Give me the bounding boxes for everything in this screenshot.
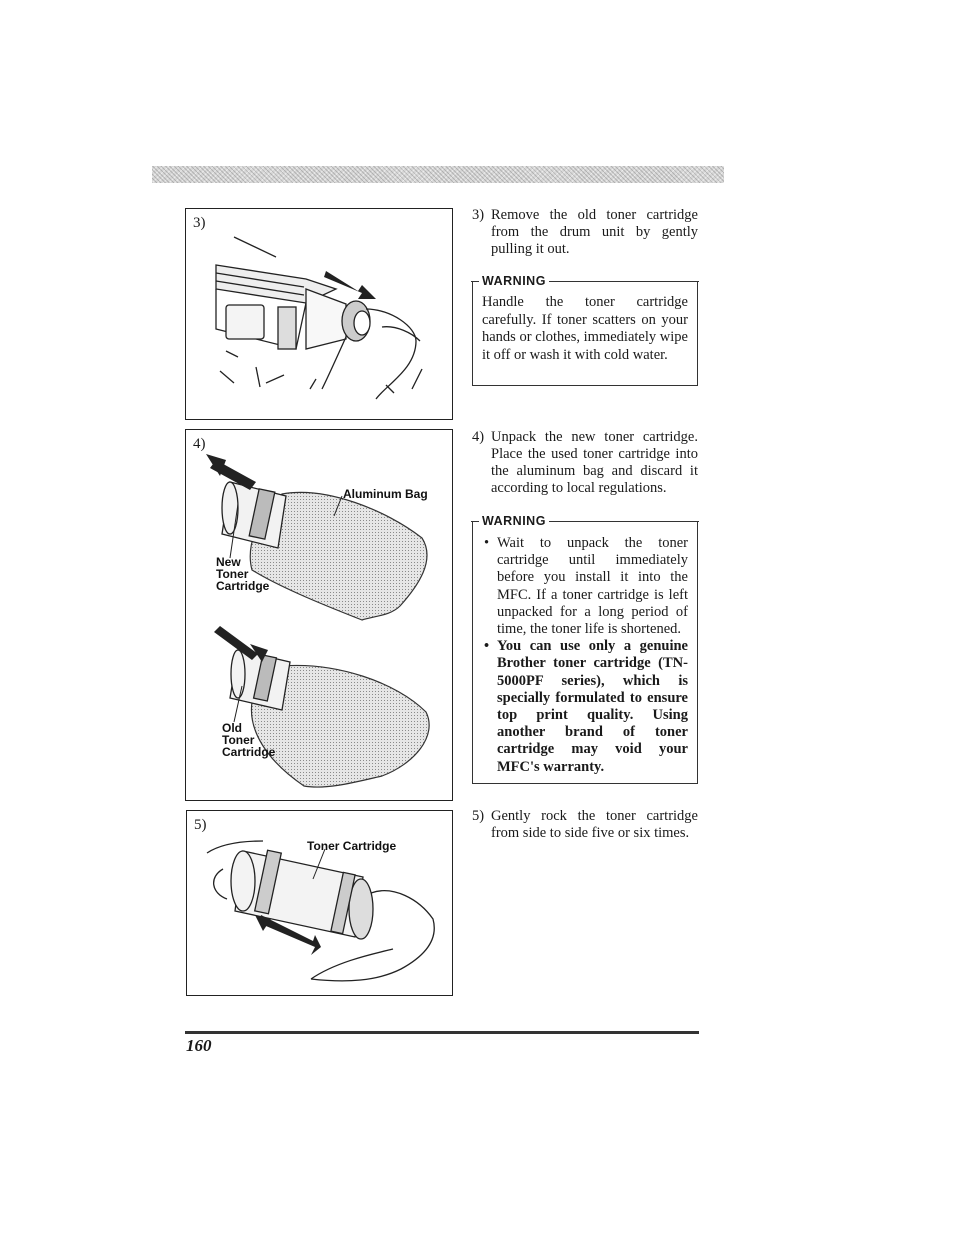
step-3-text: Remove the old toner cartridge from the drum unit by gently pulling it out.	[491, 207, 698, 257]
header-band	[152, 166, 724, 183]
step-5-text: Gently rock the toner cartridge from side to side five or six times.	[491, 808, 698, 841]
callout-new-toner-cartridge: New Toner Cartridge	[216, 555, 270, 593]
figure-5-rock-cartridge	[186, 810, 453, 996]
step-3	[472, 207, 698, 258]
drum-unit-illustration	[186, 209, 454, 421]
callout-old-toner-cartridge: Old Toner Cartridge	[222, 721, 276, 759]
warning-box-1	[472, 274, 698, 386]
figure-4-number: 4)	[193, 436, 206, 452]
warning-2-header	[471, 514, 699, 528]
warning-2-label: WARNING	[479, 514, 549, 528]
callout-toner-cartridge: Toner Cartridge	[307, 839, 397, 853]
warning-2-body	[473, 522, 697, 782]
step-5	[472, 808, 698, 842]
warning-box-2	[472, 514, 698, 784]
figure-3-number: 3)	[193, 215, 206, 231]
warning-2-bullet-2: • You can use only a genuine Brother toner cartridge (TN-5000PF series), which is specially formulated to ensure top print quality. Using another brand of toner cartridge may void your MFC's warranty.	[482, 638, 688, 776]
step-4-number: 4)	[472, 429, 485, 445]
footer-rule	[185, 1031, 699, 1034]
callout-aluminum-bag: Aluminum Bag	[343, 487, 428, 501]
step-4-text: Unpack the new toner cartridge. Place the used toner cartridge into the aluminum bag and discard it according to local regulations.	[491, 429, 698, 496]
figure-5-number: 5)	[194, 817, 207, 833]
figure-3-remove-cartridge	[185, 208, 453, 420]
step-3-number: 3)	[472, 207, 485, 223]
warning-1-label: WARNING	[479, 274, 549, 288]
figure-4-unpack-cartridge	[185, 429, 453, 801]
warning-1-header	[471, 274, 699, 288]
warning-1-text: Handle the toner cartridge carefully. If toner scatters on your hands or clothes, immediately wipe it off or wash it with cold water.	[482, 294, 688, 363]
page-number: 160	[186, 1036, 212, 1055]
step-5-number: 5)	[472, 808, 485, 824]
warning-2-bullet-1: • Wait to unpack the toner cartridge until immediately before you install it into the MFC. If a toner cartridge is left unpacked for a long period of time, the toner life is shortened.	[482, 535, 688, 638]
step-4	[472, 429, 698, 497]
